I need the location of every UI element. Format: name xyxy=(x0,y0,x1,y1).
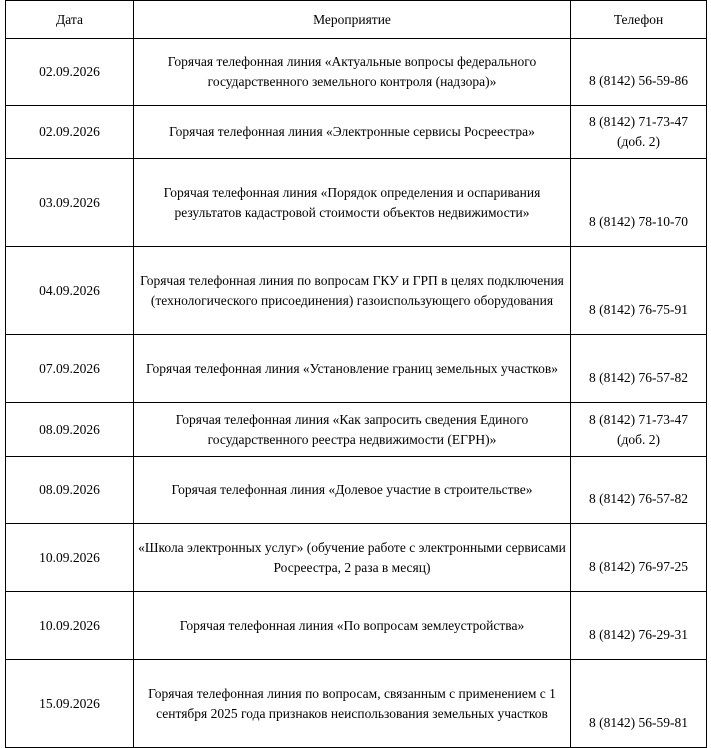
phone-cell xyxy=(571,39,707,106)
column-header-date: Дата xyxy=(6,1,134,39)
date-cell: 07.09.2026 xyxy=(6,335,134,403)
events-table xyxy=(5,0,707,748)
table-row xyxy=(6,335,707,403)
event-cell: Горячая телефонная линия по вопросам ГКУ и ГРП в целях подключения (технологического присоединения) газоиспользующего оборудования xyxy=(134,247,571,335)
phone-number: 8 (8142) 76-57-82 xyxy=(589,491,688,506)
event-cell: Горячая телефонная линия «Как запросить сведения Единого государственного реестра недвижимости (ЕГРН)» xyxy=(134,403,571,457)
phone-cell xyxy=(571,247,707,335)
phone-cell xyxy=(571,335,707,403)
event-cell: Горячая телефонная линия «По вопросам землеустройства» xyxy=(134,592,571,660)
table-row xyxy=(6,247,707,335)
table-row xyxy=(6,660,707,748)
event-cell: Горячая телефонная линия «Установление границ земельных участков» xyxy=(134,335,571,403)
phone-number: 8 (8142) 71-73-47 xyxy=(589,114,688,129)
phone-cell xyxy=(571,403,707,457)
date-cell: 03.09.2026 xyxy=(6,159,134,247)
event-cell: Горячая телефонная линия «Актуальные вопросы федерального государственного земельного контроля (надзора)» xyxy=(134,39,571,106)
event-cell: Горячая телефонная линия «Долевое участие в строительстве» xyxy=(134,457,571,524)
phone-number: 8 (8142) 76-29-31 xyxy=(589,627,688,642)
date-cell: 08.09.2026 xyxy=(6,457,134,524)
phone-number: 8 (8142) 71-73-47 xyxy=(589,411,688,427)
phone-extension: (доб. 2) xyxy=(617,134,660,149)
phone-extension: (доб. 2) xyxy=(617,431,660,447)
phone-cell xyxy=(571,457,707,524)
table-row xyxy=(6,106,707,159)
table-body xyxy=(6,39,707,748)
table-row xyxy=(6,457,707,524)
phone-cell xyxy=(571,106,707,159)
event-cell: «Школа электронных услуг» (обучение работе с электронными сервисами Росреестра, 2 раза в месяц) xyxy=(134,524,571,592)
table-header xyxy=(6,1,707,39)
date-cell: 10.09.2026 xyxy=(6,524,134,592)
phone-number: 8 (8142) 56-59-81 xyxy=(589,715,688,730)
date-cell: 15.09.2026 xyxy=(6,660,134,748)
phone-number: 8 (8142) 76-75-91 xyxy=(589,302,688,317)
phone-cell xyxy=(571,660,707,748)
phone-cell xyxy=(571,524,707,592)
table-row xyxy=(6,592,707,660)
phone-cell xyxy=(571,159,707,247)
date-cell: 02.09.2026 xyxy=(6,106,134,159)
table-row xyxy=(6,524,707,592)
phone-number: 8 (8142) 56-59-86 xyxy=(589,73,688,88)
header-row xyxy=(6,1,707,39)
event-cell: Горячая телефонная линия «Электронные сервисы Росреестра» xyxy=(134,106,571,159)
date-cell: 04.09.2026 xyxy=(6,247,134,335)
event-cell: Горячая телефонная линия «Порядок определения и оспаривания результатов кадастровой стоимости объектов недвижимости» xyxy=(134,159,571,247)
column-header-event: Мероприятие xyxy=(134,1,571,39)
date-cell: 10.09.2026 xyxy=(6,592,134,660)
phone-number: 8 (8142) 76-57-82 xyxy=(589,370,688,385)
date-cell: 02.09.2026 xyxy=(6,39,134,106)
event-cell: Горячая телефонная линия по вопросам, связанным с применением с 1 сентября 2025 года признаков неиспользования земельных участков xyxy=(134,660,571,748)
column-header-phone: Телефон xyxy=(571,1,707,39)
table-row xyxy=(6,403,707,457)
phone-number: 8 (8142) 78-10-70 xyxy=(589,214,688,229)
phone-number: 8 (8142) 76-97-25 xyxy=(589,559,688,574)
table-row xyxy=(6,39,707,106)
date-cell: 08.09.2026 xyxy=(6,403,134,457)
phone-cell xyxy=(571,592,707,660)
table-row xyxy=(6,159,707,247)
